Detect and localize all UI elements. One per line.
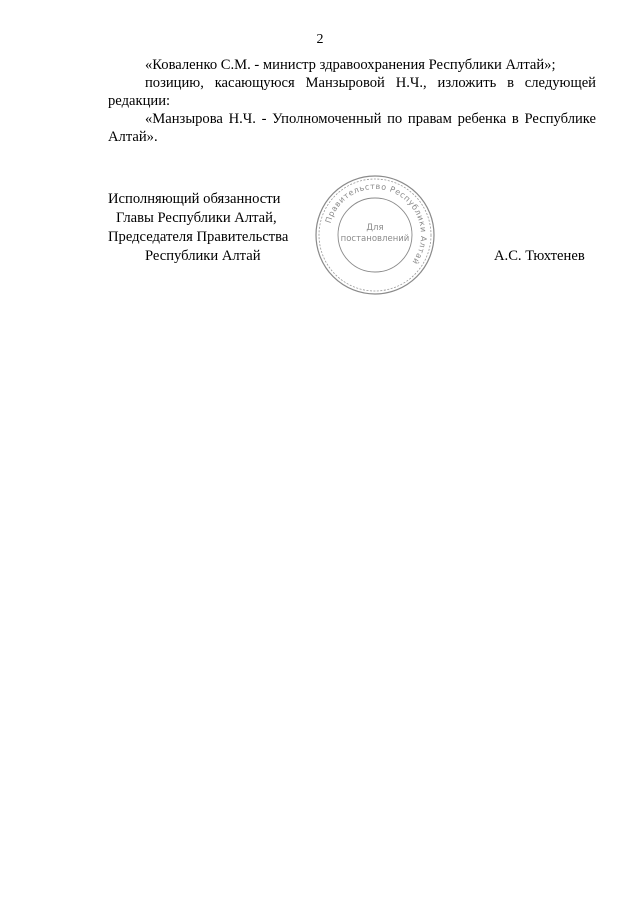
seal-outer-text: Правительство Республики Алтай [323, 181, 429, 267]
seal-inner-text-line-2: постановлений [340, 234, 410, 244]
signature-position [108, 190, 328, 266]
paragraph-edit-instruction: позицию, касающуюся Манзыровой Н.Ч., изложить в следующей редакции: [108, 75, 596, 109]
signer-name: А.С. Тюхтенев [494, 248, 585, 264]
official-seal [312, 172, 438, 298]
seal-inner-text-line-1: Для [366, 223, 384, 233]
document-body [108, 56, 596, 146]
paragraph-minister: «Коваленко С.М. - министр здравоохранения Республики Алтай»; [145, 57, 556, 73]
page-number: 2 [316, 32, 324, 47]
signature-position-line: Исполняющий обязанности [108, 191, 281, 207]
signature-position-line: Республики Алтай [145, 248, 261, 264]
signature-position-line: Главы Республики Алтай, [116, 210, 277, 226]
signature-position-line: Председателя Правительства [108, 229, 289, 245]
paragraph-ombudsman: «Манзырова Н.Ч. - Уполномоченный по правам ребенка в Республике Алтай». [108, 111, 596, 145]
